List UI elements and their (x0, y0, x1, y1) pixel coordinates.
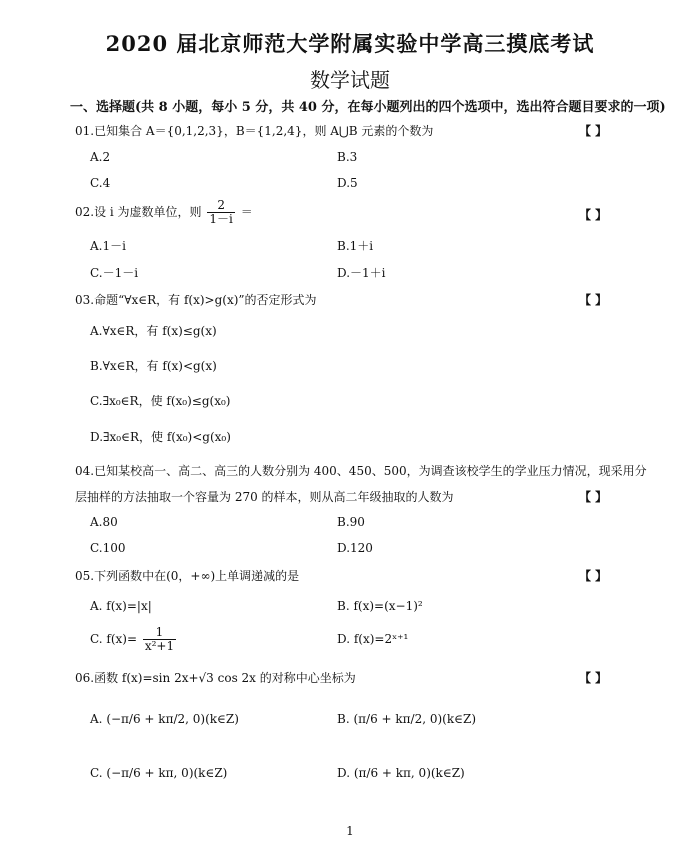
q5-option-c-label: C. f(x)= (90, 632, 138, 646)
q4-option-a: A.80 (90, 515, 118, 529)
question-5-stem: 05.下列函数中在(0，+∞)上单调递减的是 (75, 569, 300, 583)
answer-bracket-2[interactable]: 【 】 (579, 208, 608, 222)
q2-option-d: D.－1＋i (337, 266, 386, 280)
question-4-stem-line1: 04.已知某校高一、高二、高三的人数分别为 400、450、500，为调查该校学生的学业压力情况，现采用分 (75, 464, 647, 478)
answer-bracket-1[interactable]: 【 】 (579, 124, 608, 138)
q3-option-d: D.∃x₀∈R，使 f(x₀)<g(x₀) (90, 430, 231, 444)
q6-option-a (90, 712, 239, 726)
q3-option-b: B.∀x∈R，有 f(x)<g(x) (90, 359, 217, 373)
question-3-stem: 03.命题“∀x∈R，有 f(x)>g(x)”的否定形式为 (75, 293, 317, 307)
q6-option-b (337, 712, 476, 726)
q5-option-a: A. f(x)=|x| (90, 599, 152, 613)
q2-option-b: B.1＋i (337, 239, 374, 253)
question-2-denominator: 1－i (209, 212, 233, 226)
q6-option-c-label: C. (90, 766, 103, 780)
question-2-numerator: 2 (207, 199, 234, 213)
q1-option-a: A.2 (90, 150, 111, 164)
question-2-suffix: ＝ (240, 205, 253, 219)
answer-bracket-4[interactable]: 【 】 (579, 490, 608, 504)
answer-bracket-5[interactable]: 【 】 (579, 569, 608, 583)
page-number: 1 (346, 824, 354, 838)
q1-option-b: B.3 (337, 150, 358, 164)
q6-option-d (337, 766, 465, 780)
question-4-stem-line2: 层抽样的方法抽取一个容量为 270 的样本，则从高二年级抽取的人数为 (75, 490, 454, 504)
exam-title: 2020 届北京师范大学附属实验中学高三摸底考试 (105, 31, 595, 56)
question-2-prefix: 02.设 i 为虚数单位，则 (75, 205, 202, 219)
q5-option-c (90, 626, 178, 653)
section-heading: 一、选择题(共 8 小题，每小 5 分，共 40 分，在每小题列出的四个选项中，选出符合题目要求的一项) (70, 100, 666, 115)
q5-option-c-fraction (143, 626, 176, 653)
question-6-stem: 06.函数 f(x)=sin 2x+√3 cos 2x 的对称中心坐标为 (75, 671, 356, 685)
q1-option-c: C.4 (90, 176, 111, 190)
q2-option-c: C.－1－i (90, 266, 139, 280)
answer-bracket-3[interactable]: 【 】 (579, 293, 608, 307)
q5-option-d: D. f(x)=2ˣ⁺¹ (337, 632, 409, 646)
question-2-fraction (207, 199, 234, 226)
q6-option-d-label: D. (337, 766, 351, 780)
q1-option-d: D.5 (337, 176, 358, 190)
q5-c-numerator: 1 (143, 626, 176, 640)
answer-bracket-6[interactable]: 【 】 (579, 671, 608, 685)
q4-option-b: B.90 (337, 515, 365, 529)
q4-option-d: D.120 (337, 541, 373, 555)
q6-option-c-body: (−π/6 + kπ, 0)(k∈Z) (106, 766, 228, 780)
question-2-stem (75, 199, 253, 226)
q4-option-c: C.100 (90, 541, 126, 555)
q6-option-b-body: (π/6 + kπ/2, 0)(k∈Z) (353, 712, 477, 726)
q6-option-a-label: A. (90, 712, 103, 726)
q5-option-b: B. f(x)=(x−1)² (337, 599, 423, 613)
q2-option-a: A.1－i (90, 239, 126, 253)
q3-option-c: C.∃x₀∈R，使 f(x₀)≤g(x₀) (90, 394, 231, 408)
q6-option-a-body: (−π/6 + kπ/2, 0)(k∈Z) (106, 712, 239, 726)
q6-option-b-label: B. (337, 712, 350, 726)
q5-c-denominator: x²+1 (144, 639, 175, 653)
q3-option-a: A.∀x∈R，有 f(x)≤g(x) (90, 324, 217, 338)
q6-option-c (90, 766, 227, 780)
exam-subtitle: 数学试题 (310, 68, 390, 92)
question-1-stem: 01.已知集合 A＝{0,1,2,3}，B＝{1,2,4}，则 A⋃B 元素的个数为 (75, 124, 434, 138)
q6-option-d-body: (π/6 + kπ, 0)(k∈Z) (353, 766, 465, 780)
